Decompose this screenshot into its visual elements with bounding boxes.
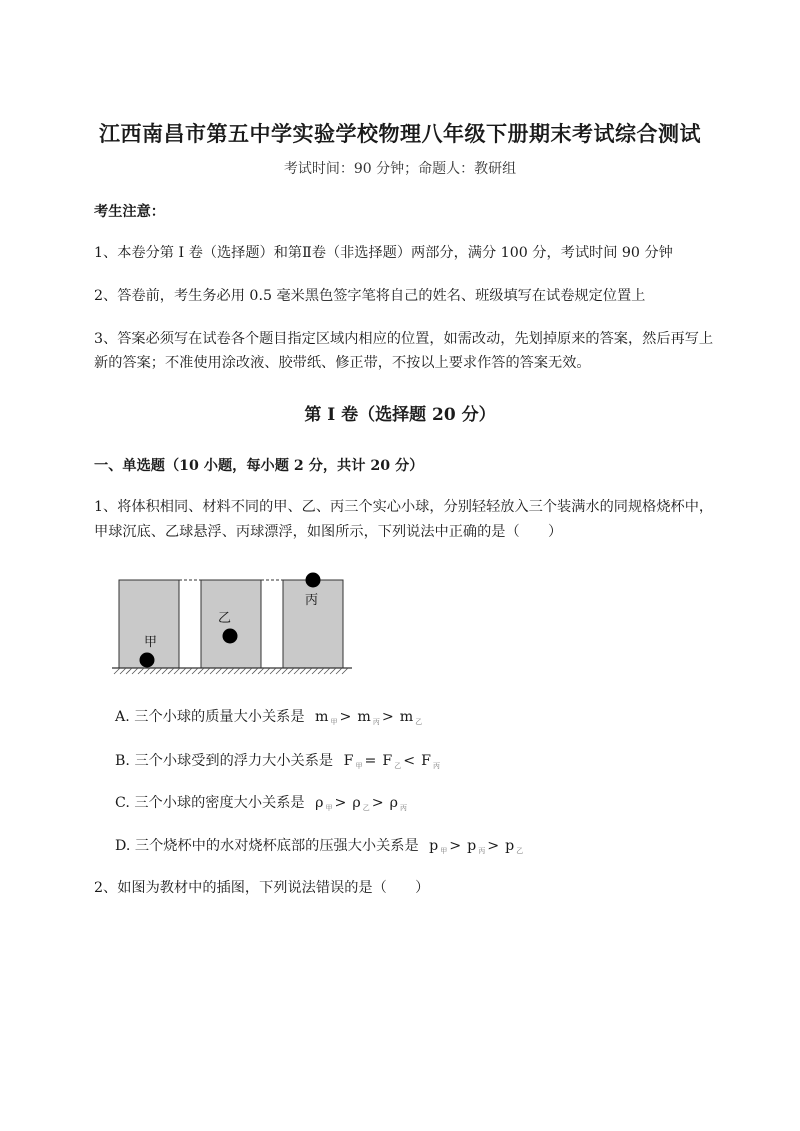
option-b-text: B. 三个小球受到的浮力大小关系是	[115, 753, 334, 769]
option-d-formula	[423, 838, 525, 854]
formula-operator: <	[403, 753, 416, 769]
formula-operator: >	[487, 838, 500, 854]
option-b[interactable]	[115, 750, 442, 777]
formula-subscript: 甲	[330, 718, 338, 726]
exam-subtitle: 考试时间：90 分钟；命题人：教研组	[283, 161, 517, 177]
formula-subscript: 乙	[516, 847, 524, 855]
label-yi: 乙	[218, 611, 232, 626]
question-1-stem: 1、将体积相同、材料不同的甲、乙、丙三个实心小球，分别轻轻放入三个装满水的同规格烧杯中，甲球沉底、乙球悬浮、丙球漂浮，如图所示，下列说法中正确的是（ ）	[94, 499, 714, 540]
formula-operator: >	[371, 795, 384, 811]
option-b-formula	[338, 753, 442, 769]
option-c[interactable]	[115, 792, 409, 819]
option-c-text: C. 三个小球的密度大小关系是	[115, 795, 305, 811]
formula-subscript: 乙	[394, 762, 402, 770]
formula-operator: >	[339, 709, 352, 725]
ball-jia	[140, 653, 155, 668]
notice-item-3: 3、答案必须写在试卷各个题目指定区域内相应的位置，如需改动，先划掉原来的答案，然后再写上新的答案；不准使用涂改液、胶带纸、修正带，不按以上要求作答的答案无效。	[94, 331, 714, 371]
notice-item-2: 2、答卷前，考生务必用 0.5 毫米黑色签字笔将自己的姓名、班级填写在试卷规定位置上	[94, 288, 646, 304]
formula-subscript: 丙	[432, 762, 440, 770]
formula-symbol: m	[315, 709, 329, 725]
option-a-formula	[309, 709, 424, 725]
formula-symbol: p	[429, 838, 439, 854]
formula-subscript: 甲	[440, 847, 448, 855]
notice-item-1: 1、本卷分第 I 卷（选择题）和第Ⅱ卷（非选择题）两部分，满分 100 分，考试时间 90 分钟	[94, 245, 673, 261]
option-d[interactable]	[115, 835, 525, 862]
label-bing: 丙	[305, 593, 319, 608]
formula-symbol: ρ	[389, 795, 398, 811]
ball-bing	[306, 573, 321, 588]
formula-subscript: 丙	[372, 718, 380, 726]
ground-hatching	[114, 668, 348, 674]
formula-symbol: F	[382, 753, 393, 769]
ball-yi	[223, 629, 238, 644]
formula-operator: >	[449, 838, 462, 854]
option-c-formula	[309, 795, 409, 811]
formula-symbol: ρ	[315, 795, 324, 811]
formula-subscript: 甲	[325, 804, 333, 812]
option-d-text: D. 三个烧杯中的水对烧杯底部的压强大小关系是	[115, 838, 419, 854]
label-jia: 甲	[144, 635, 158, 650]
formula-symbol: ρ	[352, 795, 361, 811]
question-2-stem: 2、如图为教材中的插图，下列说法错误的是（ ）	[94, 880, 430, 896]
formula-subscript: 乙	[362, 804, 370, 812]
formula-subscript: 丙	[399, 804, 407, 812]
formula-symbol: F	[343, 753, 354, 769]
option-a[interactable]	[115, 706, 424, 733]
formula-symbol: F	[421, 753, 431, 769]
formula-subscript: 甲	[355, 762, 363, 770]
formula-symbol: p	[467, 838, 477, 854]
formula-symbol: m	[357, 709, 371, 725]
exam-title: 江西南昌市第五中学实验学校物理八年级下册期末考试综合测试	[99, 121, 701, 146]
formula-operator: =	[364, 753, 377, 769]
formula-symbol: m	[399, 709, 414, 725]
notice-heading: 考生注意：	[94, 204, 165, 220]
section-title: 第 I 卷（选择题 20 分）	[304, 405, 496, 425]
part-heading: 一、单选题（10 小题，每小题 2 分，共计 20 分）	[94, 458, 424, 474]
formula-subscript: 乙	[415, 718, 423, 726]
beakers-figure	[112, 570, 352, 680]
formula-operator: >	[381, 709, 394, 725]
formula-subscript: 丙	[478, 847, 486, 855]
formula-operator: >	[334, 795, 347, 811]
option-a-text: A. 三个小球的质量大小关系是	[115, 709, 305, 725]
formula-symbol: p	[505, 838, 515, 854]
